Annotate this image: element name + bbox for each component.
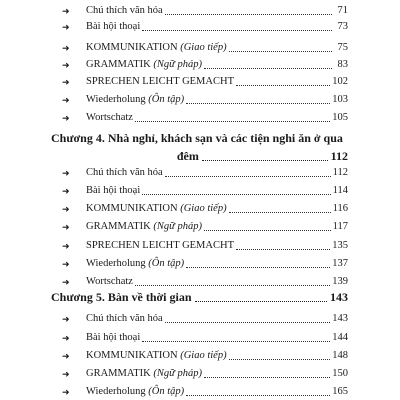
arrow-icon: ➜ [62,168,70,178]
toc-entry[interactable] [62,271,348,289]
toc-entry-page: 102 [332,76,348,87]
arrow-icon: ➜ [62,387,70,397]
dot-leader [142,340,330,342]
toc-entry-label: GRAMMATIK (Ngữ pháp) [86,221,202,232]
toc-entry-page: 144 [332,332,348,343]
toc-entry[interactable] [62,363,348,381]
toc-entry[interactable] [62,37,348,55]
dot-leader [204,376,330,378]
arrow-icon: ➜ [62,77,70,87]
dot-leader [202,159,328,161]
dot-leader [142,29,332,31]
toc-entry[interactable] [62,381,348,399]
arrow-icon: ➜ [62,113,70,123]
toc-entry[interactable] [62,327,348,345]
toc-entry-page: 143 [332,313,348,324]
toc-entry-page: 117 [332,221,348,232]
toc-entry-label: KOMMUNIKATION (Giao tiếp) [86,203,227,214]
toc-entry[interactable] [62,253,348,271]
toc-entry-label: Bài hội thoại [86,332,141,343]
toc-entry[interactable] [62,345,348,363]
toc-entry-label: SPRECHEN LEICHT GEMACHT [86,240,234,251]
dot-leader [186,266,330,268]
toc-entry-label: GRAMMATIK (Ngữ pháp) [86,59,202,70]
toc-entry-page: 103 [332,94,348,105]
chapter-heading[interactable] [51,130,348,164]
toc-entry[interactable] [62,216,348,234]
dot-leader [186,102,330,104]
toc-entry-label: GRAMMATIK (Ngữ pháp) [86,368,202,379]
arrow-icon: ➜ [62,60,70,70]
toc-entry[interactable] [62,198,348,216]
dot-leader [236,84,330,86]
toc-entry-label: Wiederholung (Ôn tập) [86,258,185,269]
toc-entry-label: Chú thích văn hóa [86,313,163,324]
arrow-icon: ➜ [62,22,70,32]
toc-entry-page: 137 [332,258,348,269]
toc-entry-label: Bài hội thoại [86,21,141,32]
arrow-icon: ➜ [62,333,70,343]
toc-entry-page: 135 [332,240,348,251]
toc-entry[interactable] [62,235,348,253]
dot-leader [229,211,331,213]
arrow-icon: ➜ [62,369,70,379]
toc-entry[interactable] [62,107,348,125]
toc-entry-page: 75 [337,42,348,53]
chapter-page: 112 [330,149,348,163]
arrow-icon: ➜ [62,259,70,269]
toc-entry-page: 139 [332,276,348,287]
dot-leader [135,284,330,286]
arrow-icon: ➜ [62,351,70,361]
toc-entry-page: 73 [337,21,348,32]
toc-entry-page: 112 [332,167,348,178]
arrow-icon: ➜ [62,6,70,16]
toc-entry-page: 71 [337,5,348,16]
dot-leader [229,50,332,52]
chapter-heading[interactable] [51,289,348,305]
toc-entry-page: 148 [332,350,348,361]
toc-entry[interactable] [62,54,348,72]
toc-entry-label: Wiederholung (Ôn tập) [86,386,185,397]
arrow-icon: ➜ [62,222,70,232]
toc-entry[interactable] [62,16,348,34]
dot-leader [165,13,332,15]
dot-leader [236,248,330,250]
dot-leader [195,300,327,302]
dot-leader [135,120,330,122]
dot-leader [165,175,331,177]
toc-entry[interactable] [62,308,348,326]
toc-entry[interactable] [62,180,348,198]
toc-entry-page: 83 [337,59,348,70]
toc-entry-label: SPRECHEN LEICHT GEMACHT [86,76,234,87]
dot-leader [204,229,331,231]
toc-entry-page: 114 [332,185,348,196]
toc-entry-page: 150 [332,368,348,379]
arrow-icon: ➜ [62,186,70,196]
toc-entry-label: Wiederholung (Ôn tập) [86,94,185,105]
arrow-icon: ➜ [62,241,70,251]
toc-entry-page: 105 [332,112,348,123]
toc-entry-label: Chú thích văn hóa [86,167,163,178]
chapter-title-continuation: đêm [176,149,199,163]
toc-entry-label: Chú thích văn hóa [86,5,163,16]
dot-leader [165,321,331,323]
chapter-page: 143 [330,290,348,304]
dot-leader [229,358,331,360]
toc-entry-label: Bài hội thoại [86,185,141,196]
dot-leader [142,193,330,195]
arrow-icon: ➜ [62,95,70,105]
toc-entry-label: Wortschatz [86,276,133,287]
toc-entry-label: KOMMUNIKATION (Giao tiếp) [86,42,227,53]
arrow-icon: ➜ [62,43,70,53]
chapter-title: Chương 5. Bàn về thời gian [51,290,192,304]
toc-entry[interactable] [62,71,348,89]
dot-leader [204,67,332,69]
toc-entry-page: 165 [332,386,348,397]
toc-entry-label: Wortschatz [86,112,133,123]
arrow-icon: ➜ [62,204,70,214]
arrow-icon: ➜ [62,277,70,287]
dot-leader [186,394,330,396]
arrow-icon: ➜ [62,314,70,324]
toc-entry[interactable] [62,162,348,180]
toc-entry[interactable] [62,89,348,107]
toc-entry-label: KOMMUNIKATION (Giao tiếp) [86,350,227,361]
toc-entry-page: 116 [332,203,348,214]
chapter-title: Chương 4. Nhà nghỉ, khách sạn và các tiện nghi ăn ở qua [51,131,343,145]
